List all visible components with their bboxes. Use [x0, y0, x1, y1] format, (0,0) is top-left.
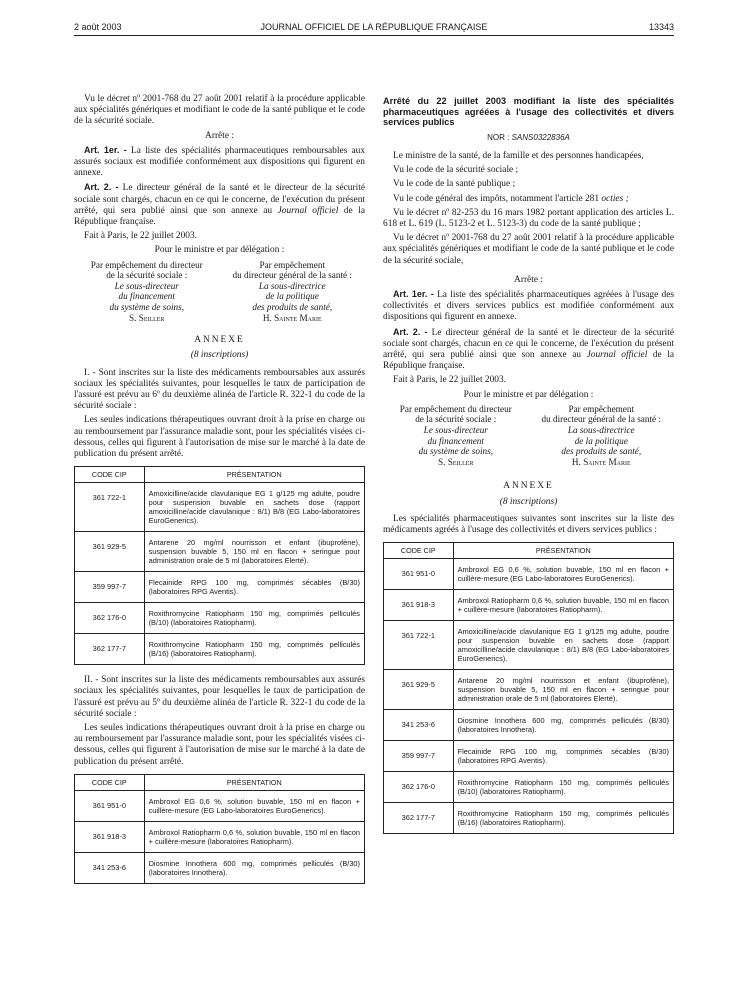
signature-line: de la sécurité sociale :	[415, 414, 497, 425]
cip-code-cell: 361 722-1	[75, 483, 145, 532]
section-2-intro: II. - Sont inscrites sur la liste des médicaments remboursables aux assurés sociaux les spécialités suivantes, pour lesquelles le taux de participation de l'assuré est prévu au 5º du deuxième alinéa de l'article R. 322-1 du code de la sécurité sociale :	[74, 675, 365, 719]
inscriptions-count: (8 inscriptions)	[499, 496, 558, 507]
nor-reference	[383, 132, 674, 143]
signatory-name: H. Sainte Marie	[571, 456, 631, 467]
fait-a-paris: Fait à Paris, le 22 juillet 2003.	[393, 375, 507, 386]
column-header-code: CODE CIP	[75, 774, 145, 790]
article-2-label: Art. 2. -	[84, 182, 119, 193]
vu-line: Vu le code de la santé publique ;	[393, 179, 516, 190]
table-row	[75, 821, 365, 852]
presentation-cell: Antarene 20 mg/ml nourrisson et enfant (ibuprofène), suspension buvable 5, 150 ml en flacon + seringue pour administration orale de 5 ml (laboratoires Elerté).	[453, 670, 673, 710]
left-column	[74, 94, 365, 894]
article-2-text-end: de la République française.	[383, 350, 675, 372]
signature-line: Par empêchement	[568, 403, 635, 414]
signature-line: La sous-directrice	[567, 425, 635, 436]
cip-code-cell: 359 997-7	[75, 572, 145, 603]
article-1-label: Art. 1er. -	[84, 144, 127, 155]
presentation-cell: Roxithromycine Ratiopharm 150 mg, comprimés pelliculés (B/10) (laboratoires Ratiopharm).	[144, 603, 364, 634]
column-header-presentation: PRÉSENTATION	[144, 467, 364, 483]
cip-code-cell: 361 951-0	[75, 790, 145, 821]
journal-title: JOURNAL OFFICIEL DE LA RÉPUBLIQUE FRANÇAISE	[260, 22, 488, 32]
column-header-code: CODE CIP	[75, 467, 145, 483]
column-header-code: CODE CIP	[384, 543, 454, 559]
presentation-cell: Ambroxol Ratiopharm 0,6 %, solution buvable, 150 ml en flacon + cuillère-mesure (laboratoires Ratiopharm).	[453, 590, 673, 621]
signature-line: du système de soins,	[418, 446, 493, 457]
section-2-indications: Les seules indications thérapeutiques ouvrant droit à la prise en charge ou au remboursement par l'assurance maladie sont, pour les spécialités visées ci-dessous, celles qui figurent à l'autorisation de mise sur le marché à la date de publication du présent arrêté.	[74, 723, 365, 767]
signatures	[74, 260, 365, 324]
article-1	[383, 289, 674, 324]
cip-code-cell: 361 918-3	[384, 590, 454, 621]
cip-code-cell: 341 253-6	[384, 710, 454, 741]
table-row	[75, 790, 365, 821]
cip-code-cell: 362 176-0	[75, 603, 145, 634]
header-rule	[74, 35, 674, 36]
section-1-intro: I. - Sont inscrites sur la liste des médicaments remboursables aux assurés sociaux les spécialités suivantes, pour lesquelles le taux de participation de l'assuré est prévu au 6º du deuxième alinéa de l'article R. 322-1 du code de la sécurité sociale :	[74, 367, 365, 412]
nor-code: SANS0322836A	[511, 132, 570, 142]
arrete-label: Arrête :	[514, 274, 543, 285]
signature-line: Par empêchement du directeur	[90, 259, 203, 270]
table-row	[75, 603, 365, 634]
delegation-line: Pour le ministre et par délégation :	[154, 245, 285, 256]
table-row	[384, 772, 674, 803]
arrete-title: Arrêté du 22 juillet 2003 modifiant la liste des spécialités pharmaceutiques agréées à l'usage des collectivités et divers services publics	[383, 96, 674, 128]
signature-right	[529, 404, 675, 468]
signature-line: Le sous-directeur	[114, 280, 179, 291]
table-row	[384, 710, 674, 741]
presentation-cell: Ambroxol EG 0,6 %, solution buvable, 150 ml en flacon + cuillère-mesure (EG Labo-laboratoires EuroGenerics).	[453, 559, 673, 590]
cip-code-cell: 362 176-0	[384, 772, 454, 803]
cip-code-cell: 361 929-5	[384, 670, 454, 710]
vu-line: Vu le code de la sécurité sociale ;	[393, 165, 519, 176]
signature-line: La sous-directrice	[258, 280, 326, 291]
cip-code-cell: 361 929-5	[75, 532, 145, 572]
column-header-presentation: PRÉSENTATION	[144, 774, 364, 790]
article-1-text: La liste des spécialités pharmaceutiques agréées à l'usage des collectivités et divers services publics est modifiée conformément aux dispositions qui figurent en annexe.	[383, 290, 675, 323]
signature-line: de la sécurité sociale :	[106, 270, 188, 281]
article-1-label: Art. 1er. -	[393, 289, 434, 300]
annexe-heading: ANNEXE	[194, 335, 245, 346]
delegation-line: Pour le ministre et par délégation :	[463, 389, 594, 400]
journal-officiel-ref: Journal officiel	[586, 350, 648, 361]
article-2-text: Le directeur général de la santé et le directeur de la sécurité sociale sont chargés, chacun en ce qui le concerne, de l'exécution du présent arrêté, qui sera publié ainsi que son annexe au	[74, 183, 365, 216]
vu-line: Vu le décret nº 2001-768 du 27 août 2001 relatif à la procédure applicable aux spécialités génériques et modifiant le code de la santé publique et le code de la sécurité sociale,	[383, 233, 674, 266]
column-header-presentation: PRÉSENTATION	[453, 543, 673, 559]
presentation-cell: Roxithromycine Ratiopharm 150 mg, comprimés pelliculés (B/16) (laboratoires Ratiopharm).	[144, 634, 364, 665]
article-1-text: La liste des spécialités pharmaceutiques remboursables aux assurés sociaux est modifiée conformément aux dispositions qui figurent en annexe.	[74, 145, 366, 179]
signature-line: du directeur général de la santé :	[541, 414, 661, 425]
issue-date: 2 août 2003	[74, 22, 122, 32]
article-2	[383, 327, 674, 373]
annexe-intro: Les spécialités pharmaceutiques suivantes sont inscrites sur la liste des médicaments agréés à l'usage des collectivités et divers services publics :	[383, 513, 674, 536]
presentation-cell: Flecainide RPG 100 mg, comprimés sécables (B/30) (laboratoires RPG Aventis).	[144, 572, 364, 603]
left-table-2	[74, 774, 365, 884]
signature-line: Par empêchement du directeur	[399, 403, 512, 414]
cip-code-cell: 361 951-0	[384, 559, 454, 590]
article-1	[74, 145, 365, 180]
signatory-name: S. Seiller	[129, 312, 165, 323]
cip-code-cell: 361 722-1	[384, 621, 454, 670]
vu-line	[383, 194, 674, 205]
signature-right	[220, 260, 366, 324]
annexe-heading: ANNEXE	[503, 481, 554, 492]
table-row	[75, 532, 365, 572]
article-2-text: Le directeur général de la santé et le directeur de la sécurité sociale sont chargés, chacun en ce qui le concerne, de l'exécution du présent arrêté, qui sera publié ainsi que son annexe au	[383, 327, 674, 361]
signature-line: du système de soins,	[109, 302, 184, 313]
signature-line: des produits de santé,	[561, 446, 642, 457]
cip-code-cell: 362 177-7	[75, 634, 145, 665]
signature-line: de la politique	[574, 435, 628, 446]
decree-reference: Vu le décret nº 2001-768 du 27 août 2001 relatif à la procédure applicable aux spécialités génériques et modifiant le code de la santé publique et le code de la sécurité sociale.	[74, 94, 365, 127]
right-column	[383, 96, 674, 844]
signature-line: du directeur général de la santé :	[232, 270, 352, 281]
article-2	[74, 182, 365, 228]
article-2-text-end: de la République française.	[74, 205, 366, 228]
presentation-cell: Ambroxol EG 0,6 %, solution buvable, 150 ml en flacon + cuillère-mesure (EG Labo-laboratoires EuroGenerics).	[144, 790, 364, 821]
cip-code-cell: 359 997-7	[384, 741, 454, 772]
table-row	[384, 590, 674, 621]
table-row	[384, 741, 674, 772]
table-row	[75, 852, 365, 883]
presentation-cell: Roxithromycine Ratiopharm 150 mg, comprimés pelliculés (B/16) (laboratoires Ratiopharm).	[453, 803, 673, 834]
left-table-1	[74, 466, 365, 665]
minister-intro: Le ministre de la santé, de la famille et des personnes handicapées,	[393, 150, 644, 161]
article-2-label: Art. 2. -	[393, 326, 428, 337]
presentation-cell: Diosmine Innothera 600 mg, comprimés pelliculés (B/30) (laboratoires Innothera).	[144, 852, 364, 883]
cip-code-cell: 362 177-7	[384, 803, 454, 834]
cip-code-cell: 341 253-6	[75, 852, 145, 883]
table-row	[75, 483, 365, 532]
page-header	[74, 22, 674, 36]
journal-officiel-ref: Journal officiel	[277, 205, 339, 216]
section-1-indications: Les seules indications thérapeutiques ouvrant droit à la prise en charge ou au remboursement par l'assurance maladie sont, pour les spécialités visées ci-dessous, celles qui figurent à l'autorisation de mise sur le marché à la date de publication du présent arrêté.	[74, 415, 365, 460]
signatory-name: H. Sainte Marie	[262, 312, 322, 323]
presentation-cell: Diosmine Innothera 600 mg, comprimés pelliculés (B/30) (laboratoires Innothera).	[453, 710, 673, 741]
signature-line: du financement	[427, 435, 484, 446]
table-row	[384, 670, 674, 710]
signatures	[383, 404, 674, 468]
arrete-label: Arrête :	[205, 130, 234, 141]
vu-text: Vu le code général des impôts, notamment l'article 281	[393, 193, 600, 204]
presentation-cell: Antarene 20 mg/ml nourrisson et enfant (ibuprofène), suspension buvable 5, 150 ml en flacon + seringue pour administration orale de 5 ml (laboratoires Elerté).	[144, 532, 364, 572]
nor-label: NOR :	[487, 132, 510, 142]
presentation-cell: Roxithromycine Ratiopharm 150 mg, comprimés pelliculés (B/10) (laboratoires Ratiopharm).	[453, 772, 673, 803]
presentation-cell: Ambroxol Ratiopharm 0,6 %, solution buvable, 150 ml en flacon + cuillère-mesure (laboratoires Ratiopharm).	[144, 821, 364, 852]
fait-a-paris: Fait à Paris, le 22 juillet 2003.	[84, 231, 198, 242]
table-row	[384, 621, 674, 670]
signature-line: des produits de santé,	[252, 302, 333, 313]
table-row	[384, 559, 674, 590]
table-row	[75, 572, 365, 603]
presentation-cell: Amoxicilline/acide clavulanique EG 1 g/125 mg adulte, poudre pour suspension buvable en sachets dose (rapport amoxicilline/acide clavulanique : 8/1) B/8 (EG Labo-laboratoires EuroGenerics).	[453, 621, 673, 670]
signature-line: Le sous-directeur	[423, 425, 488, 436]
vu-line: Vu le décret nº 82-253 du 16 mars 1982 portant application des articles L. 618 et L. 619 (L. 5123-2 et L. 5123-3) du code de la santé publique ;	[383, 207, 674, 229]
signature-line: du financement	[118, 291, 175, 302]
signature-left	[383, 404, 529, 468]
presentation-cell: Amoxicilline/acide clavulanique EG 1 g/125 mg adulte, poudre pour suspension buvable en sachets dose (rapport amoxicilline/acide clavulanique : 8/1) B/8 (EG Labo-laboratoires EuroGenerics).	[144, 483, 364, 532]
page-number: 13343	[648, 22, 674, 32]
cip-code-cell: 361 918-3	[75, 821, 145, 852]
table-row	[75, 634, 365, 665]
inscriptions-count: (8 inscriptions)	[190, 350, 249, 361]
vu-text-italic: octies ;	[601, 193, 629, 204]
signature-left	[74, 260, 220, 324]
table-row	[384, 803, 674, 834]
signatory-name: S. Seiller	[438, 456, 474, 467]
signature-line: Par empêchement	[259, 259, 326, 270]
right-table	[383, 542, 674, 834]
signature-line: de la politique	[265, 291, 319, 302]
presentation-cell: Flecainide RPG 100 mg, comprimés sécables (B/30) (laboratoires RPG Aventis).	[453, 741, 673, 772]
